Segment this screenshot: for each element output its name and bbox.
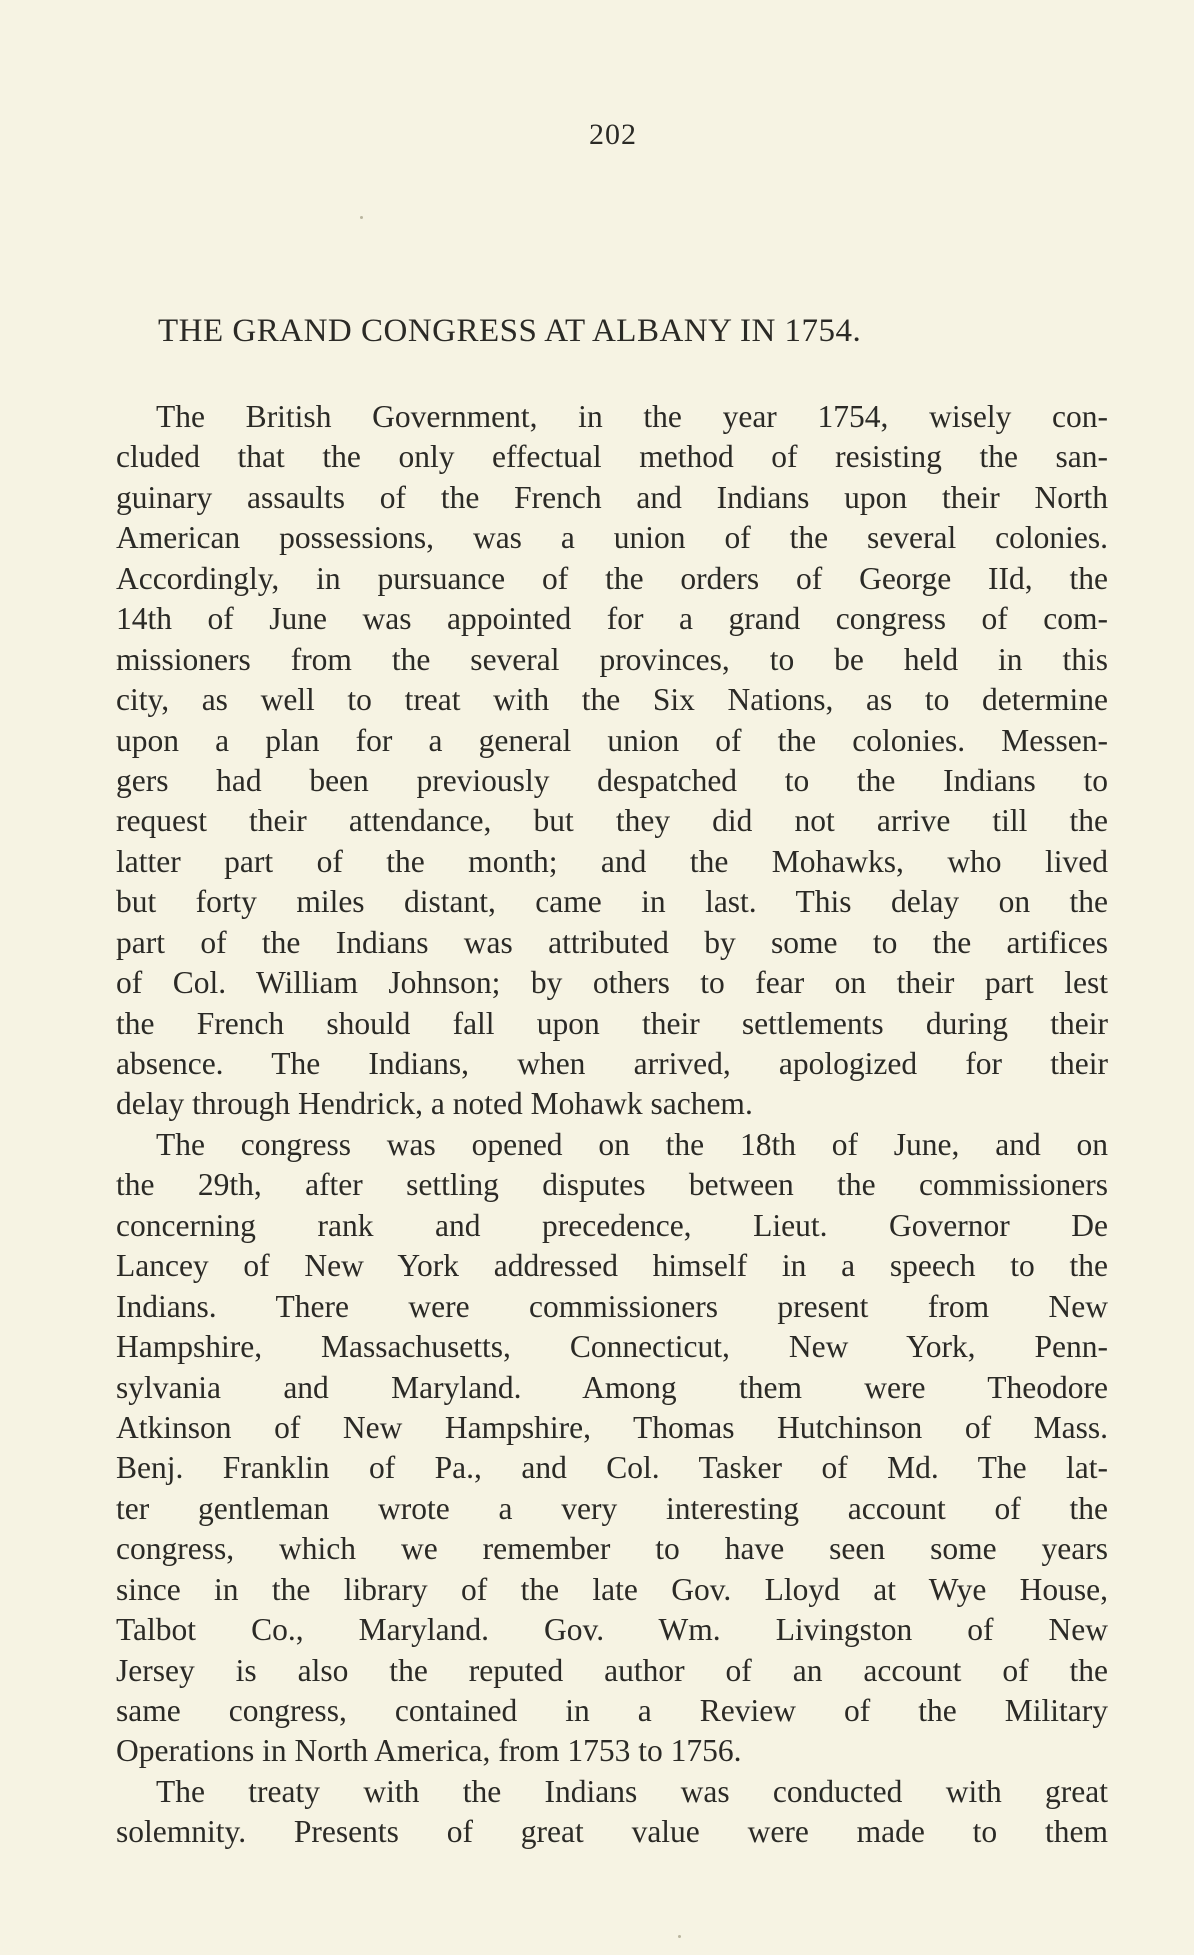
- scan-speck: [678, 1935, 681, 1938]
- text-line: part of the Indians was attributed by some to the artifices: [116, 924, 1108, 960]
- scan-speck: [360, 216, 363, 219]
- text-line: Benj. Franklin of Pa., and Col. Tasker of Md. The lat-: [116, 1450, 1108, 1486]
- text-line: The treaty with the Indians was conducted with great: [156, 1773, 1108, 1809]
- body-text: [116, 397, 1108, 1853]
- text-line: 14th of June was appointed for a grand congress of com-: [116, 601, 1108, 637]
- text-line: Lancey of New York addressed himself in a speech to the: [116, 1248, 1108, 1284]
- text-line: congress, which we remember to have seen some years: [116, 1531, 1108, 1567]
- text-line: of Col. William Johnson; by others to fear on their part lest: [116, 965, 1108, 1001]
- text-line: The British Government, in the year 1754, wisely con-: [156, 399, 1108, 434]
- text-line: but forty miles distant, came in last. This delay on the: [116, 884, 1108, 920]
- text-line: absence. The Indians, when arrived, apologized for their: [116, 1046, 1108, 1081]
- text-line: delay through Hendrick, a noted Mohawk sachem.: [116, 1086, 753, 1122]
- text-line: missioners from the several provinces, to be held in this: [116, 641, 1108, 677]
- chapter-title: THE GRAND CONGRESS AT ALBANY IN 1754.: [158, 313, 862, 349]
- text-line: Indians. There were commissioners present from New: [116, 1288, 1108, 1324]
- text-line: Atkinson of New Hampshire, Thomas Hutchinson of Mass.: [116, 1409, 1108, 1445]
- text-line: American possessions, was a union of the several colonies.: [116, 520, 1108, 556]
- text-line: request their attendance, but they did not arrive till the: [116, 803, 1108, 839]
- text-line: concerning rank and precedence, Lieut. Governor De: [116, 1207, 1108, 1243]
- text-line: Hampshire, Massachusetts, Connecticut, New York, Penn-: [116, 1329, 1108, 1365]
- text-line: upon a plan for a general union of the colonies. Messen-: [116, 722, 1108, 758]
- text-line: Talbot Co., Maryland. Gov. Wm. Livingston of New: [116, 1612, 1108, 1648]
- text-line: the 29th, after settling disputes between the commissioners: [116, 1167, 1108, 1203]
- text-line: latter part of the month; and the Mohawks, who lived: [116, 843, 1108, 879]
- text-line: cluded that the only effectual method of resisting the san-: [116, 439, 1108, 475]
- text-line: gers had been previously despatched to the Indians to: [116, 762, 1108, 798]
- text-line: Jersey is also the reputed author of an account of the: [116, 1652, 1108, 1688]
- text-line: the French should fall upon their settlements during their: [116, 1005, 1108, 1041]
- text-line: since in the library of the late Gov. Lloyd at Wye House,: [116, 1571, 1108, 1607]
- text-line: same congress, contained in a Review of the Military: [116, 1693, 1108, 1728]
- text-line: city, as well to treat with the Six Nations, as to determine: [116, 682, 1108, 718]
- text-line: The congress was opened on the 18th of June, and on: [156, 1126, 1108, 1162]
- page-number: 202: [589, 118, 637, 151]
- text-line: sylvania and Maryland. Among them were Theodore: [116, 1369, 1108, 1405]
- text-line: guinary assaults of the French and Indians upon their North: [116, 479, 1108, 515]
- text-line: Operations in North America, from 1753 to 1756.: [116, 1733, 742, 1769]
- text-line: ter gentleman wrote a very interesting account of the: [116, 1490, 1108, 1526]
- text-line: Accordingly, in pursuance of the orders of George IId, the: [116, 560, 1108, 596]
- text-line: solemnity. Presents of great value were made to them: [116, 1814, 1108, 1850]
